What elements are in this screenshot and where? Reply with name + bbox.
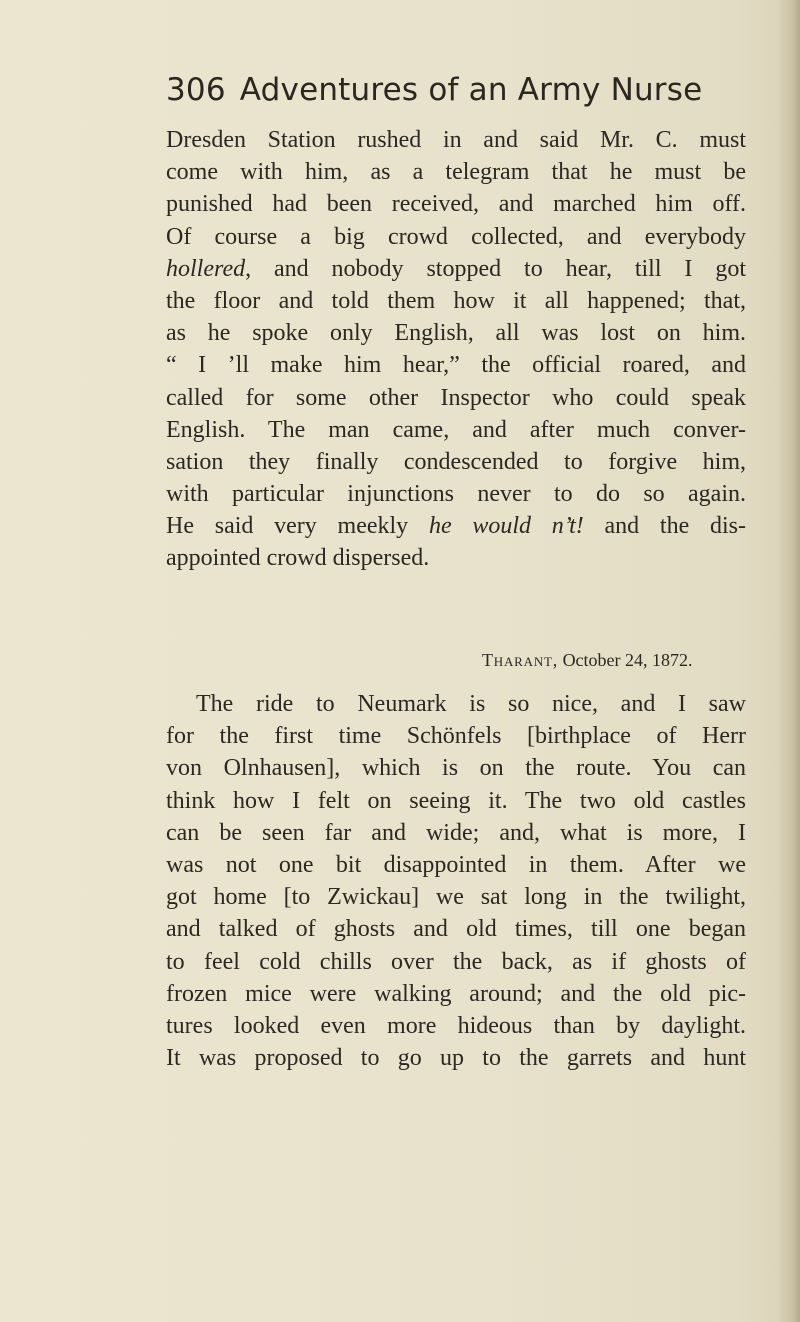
text-line: for the first time Schönfels [birthplace of Herr — [166, 723, 746, 750]
text-line: tures looked even more hideous than by daylight. — [166, 1012, 746, 1039]
text-line: and talked of ghosts and old times, till one began — [166, 916, 746, 943]
text-line: come with him, as a telegram that he must be — [166, 159, 746, 186]
text-line: the floor and told them how it all happened; that, — [166, 287, 746, 314]
text-line: got home [to Zwickau] we sat long in the twilight, — [166, 884, 746, 911]
running-title: Adventures of an Army Nurse — [239, 72, 703, 108]
text-line: It was proposed to go up to the garrets and hunt — [166, 1045, 746, 1072]
page-header — [166, 72, 786, 108]
paragraph-1 — [166, 124, 746, 575]
text-line: Of course a big crowd collected, and everybody — [166, 223, 746, 250]
text-line: to feel cold chills over the back, as if ghosts of — [166, 948, 746, 975]
text-line: can be seen far and wide; and, what is more, I — [166, 819, 746, 846]
paragraph-2 — [166, 688, 746, 1074]
text-line: sation they finally condescended to forgive him, — [166, 448, 746, 475]
page-edge-shadow — [778, 0, 800, 1322]
text-line: appointed crowd dispersed. — [166, 545, 430, 572]
text-line: “ I ’ll make him hear,” the official roared, and — [166, 352, 746, 379]
italic-word: hollered — [166, 255, 246, 282]
text-line — [166, 510, 746, 542]
text-line: von Olnhausen], which is on the route. You can — [166, 755, 746, 782]
text-fragment: He said very meekly — [166, 513, 429, 540]
text-line: called for some other Inspector who could speak — [166, 384, 746, 411]
dateline-date: October 24, 1872. — [558, 650, 693, 670]
text-line: English. The man came, and after much conver- — [166, 416, 746, 443]
text-line: with particular injunctions never to do so again. — [166, 481, 746, 508]
letter-dateline — [482, 650, 752, 671]
italic-phrase: he would n’t! — [428, 513, 584, 540]
dateline-place: Tharant, — [482, 650, 559, 670]
text-line: The ride to Neumark is so nice, and I saw — [196, 691, 746, 717]
text-line: frozen mice were walking around; and the old pic- — [166, 980, 746, 1007]
text-line: was not one bit disappointed in them. After we — [166, 851, 746, 878]
text-line: as he spoke only English, all was lost on him. — [166, 320, 746, 347]
text-fragment: and the dis- — [583, 513, 746, 540]
page-number: 306 — [166, 72, 226, 108]
text-line: think how I felt on seeing it. The two old castles — [166, 787, 746, 814]
text-line — [166, 253, 746, 285]
text-line: Dresden Station rushed in and said Mr. C. must — [166, 127, 746, 153]
text-line: punished had been received, and marched him off. — [166, 191, 746, 218]
text-fragment: , and nobody stopped to hear, till I got — [245, 255, 746, 282]
